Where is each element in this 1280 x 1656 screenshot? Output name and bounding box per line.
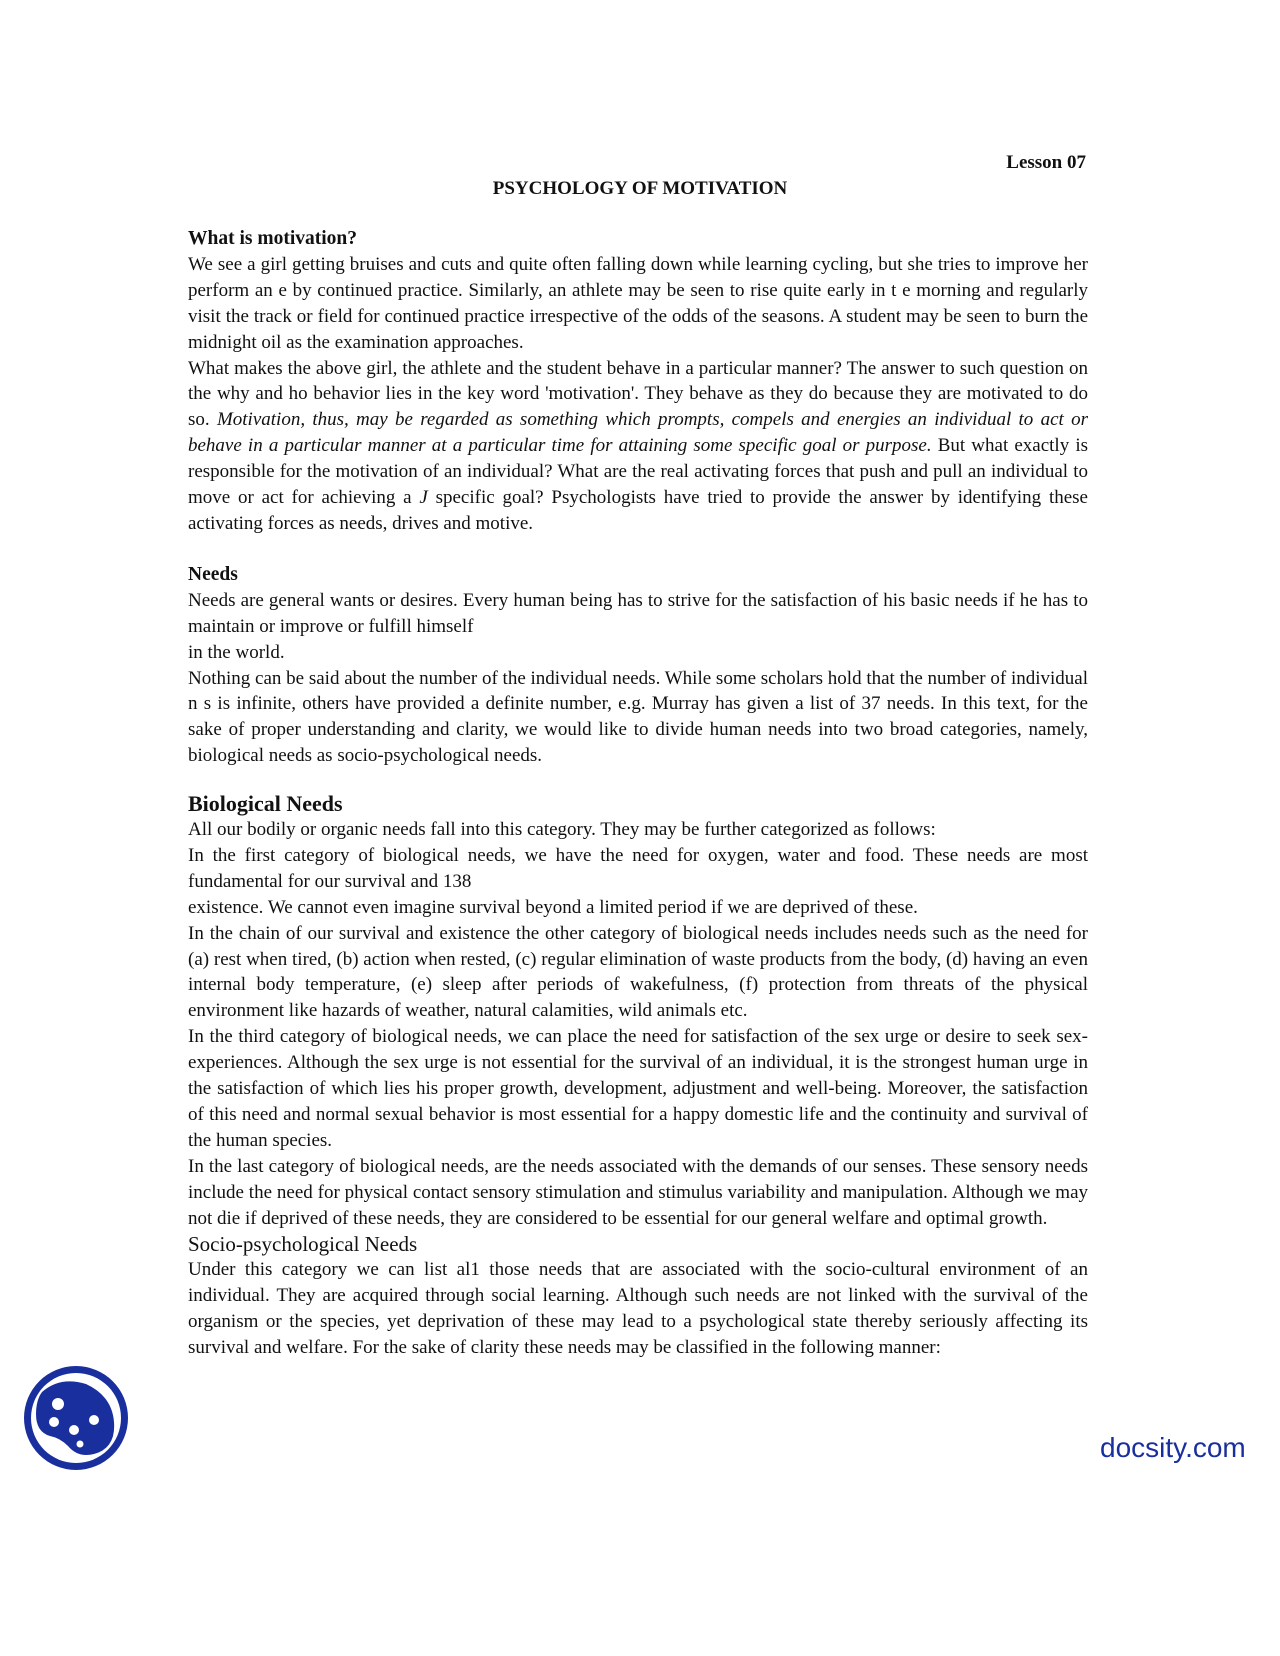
paragraph-needs-2: Nothing can be said about the number of the individual needs. While some scholars hold that the number of individual n s is infinite, others have provided a definite number, e.g. Murray has given a list of 37 needs. In this text, for the sake of proper understanding and clarity, we would like to divide human needs into two broad categories, namely, biological needs as socio-psychological needs. bbox=[188, 667, 1088, 767]
page-title: PSYCHOLOGY OF MOTIVATION bbox=[492, 178, 788, 199]
motivation-definition: Motivation, thus, may be regarded as something which prompts, compels and energies an individual to act or behave in a particular manner at a particular time for attaining some specific goal or purpose. bbox=[188, 409, 1088, 457]
paragraph-biological-3: In the chain of our survival and existence the other category of biological needs includes needs such as the need for (a) rest when tired, (b) action when rested, (c) regular elimination of waste products from the body, (d) having an even internal body temperature, (e) sleep after periods of wakefulness, (f) protection from threats of the physical environment like hazards of weather, natural calamities, wild animals etc. bbox=[188, 922, 1088, 1022]
section-heading-biological: Biological Needs bbox=[188, 791, 343, 817]
section-heading-socio: Socio-psychological Needs bbox=[188, 1231, 418, 1256]
paragraph-socio-1: Under this category we can list al1 those needs that are associated with the socio-cultural environment of an individual. They are acquired through social learning. Although such needs are not linked with the survival of the organism or the species, yet deprivation of these may lead to a psychological state thereby seriously affecting its survival and welfare. For the sake of clarity these needs may be classified in the following manner: bbox=[188, 1259, 1088, 1359]
paragraph-biological-5: In the last category of biological needs, are the needs associated with the demands of our senses. These sensory needs include the need for physical contact sensory stimulation and stimulus variability and manipulation. Although we may not die if deprived of these needs, they are considered to be essential for our general welfare and optimal growth. bbox=[188, 1155, 1088, 1229]
paragraph-biological-2-cont: existence. We cannot even imagine survival beyond a limited period if we are deprived of these. bbox=[188, 896, 918, 918]
docsity-logo-icon[interactable] bbox=[20, 1362, 132, 1474]
paragraph-biological-2: In the first category of biological needs, we have the need for oxygen, water and food. These needs are most fundamental for our survival and 138 bbox=[188, 844, 1088, 892]
paragraph-motivation-2 bbox=[188, 356, 1088, 537]
stray-glyph: J bbox=[419, 487, 428, 509]
lesson-number: Lesson 07 bbox=[1006, 152, 1086, 173]
paragraph-biological-1: All our bodily or organic needs fall into this category. They may be further categorized as follows: bbox=[188, 819, 936, 841]
paragraph-needs-1-cont: in the world. bbox=[188, 641, 285, 663]
paragraph-motivation-2-b: But what exactly is responsible for the motivation of an individual? What are the real activating forces that push and pull an individual to move or act for achieving a bbox=[188, 435, 1088, 509]
section-heading-motivation: What is motivation? bbox=[188, 228, 358, 249]
paragraph-motivation-2-c: specific goal? Psychologists have tried to provide the answer by identifying these activating forces as needs, drives and motive. bbox=[188, 487, 1088, 534]
paragraph-motivation-1: We see a girl getting bruises and cuts and quite often falling down while learning cycling, but she tries to improve her perform an e by continued practice. Similarly, an athlete may be seen to rise quite early in t e morning and regularly visit the track or field for continued practice irrespective of the odds of the seasons. A student may be seen to burn the midnight oil as the examination approaches. bbox=[188, 253, 1088, 353]
paragraph-needs-1: Needs are general wants or desires. Every human being has to strive for the satisfaction of his basic needs if he has to maintain or improve or fulfill himself bbox=[188, 589, 1088, 637]
document-body bbox=[188, 226, 1088, 1361]
paragraph-motivation-2-a: What makes the above girl, the athlete and the student behave in a particular manner? The answer to such question on the why and ho behavior lies in the key word 'motivation'. They behave as they do because they are motivated to do so. bbox=[188, 357, 1088, 431]
docsity-brand-link[interactable]: docsity.com bbox=[1100, 1432, 1246, 1463]
section-heading-needs: Needs bbox=[188, 563, 238, 585]
paragraph-biological-4: In the third category of biological needs, we can place the need for satisfaction of the sex urge or desire to seek sex-experiences. Although the sex urge is not essential for the survival of an individual, it is the strongest human urge in the satisfaction of which lies his proper growth, development, adjustment and well-being. Moreover, the satisfaction of this need and normal sexual behavior is most essential for a happy domestic life and the continuity and survival of the human species. bbox=[188, 1026, 1088, 1151]
